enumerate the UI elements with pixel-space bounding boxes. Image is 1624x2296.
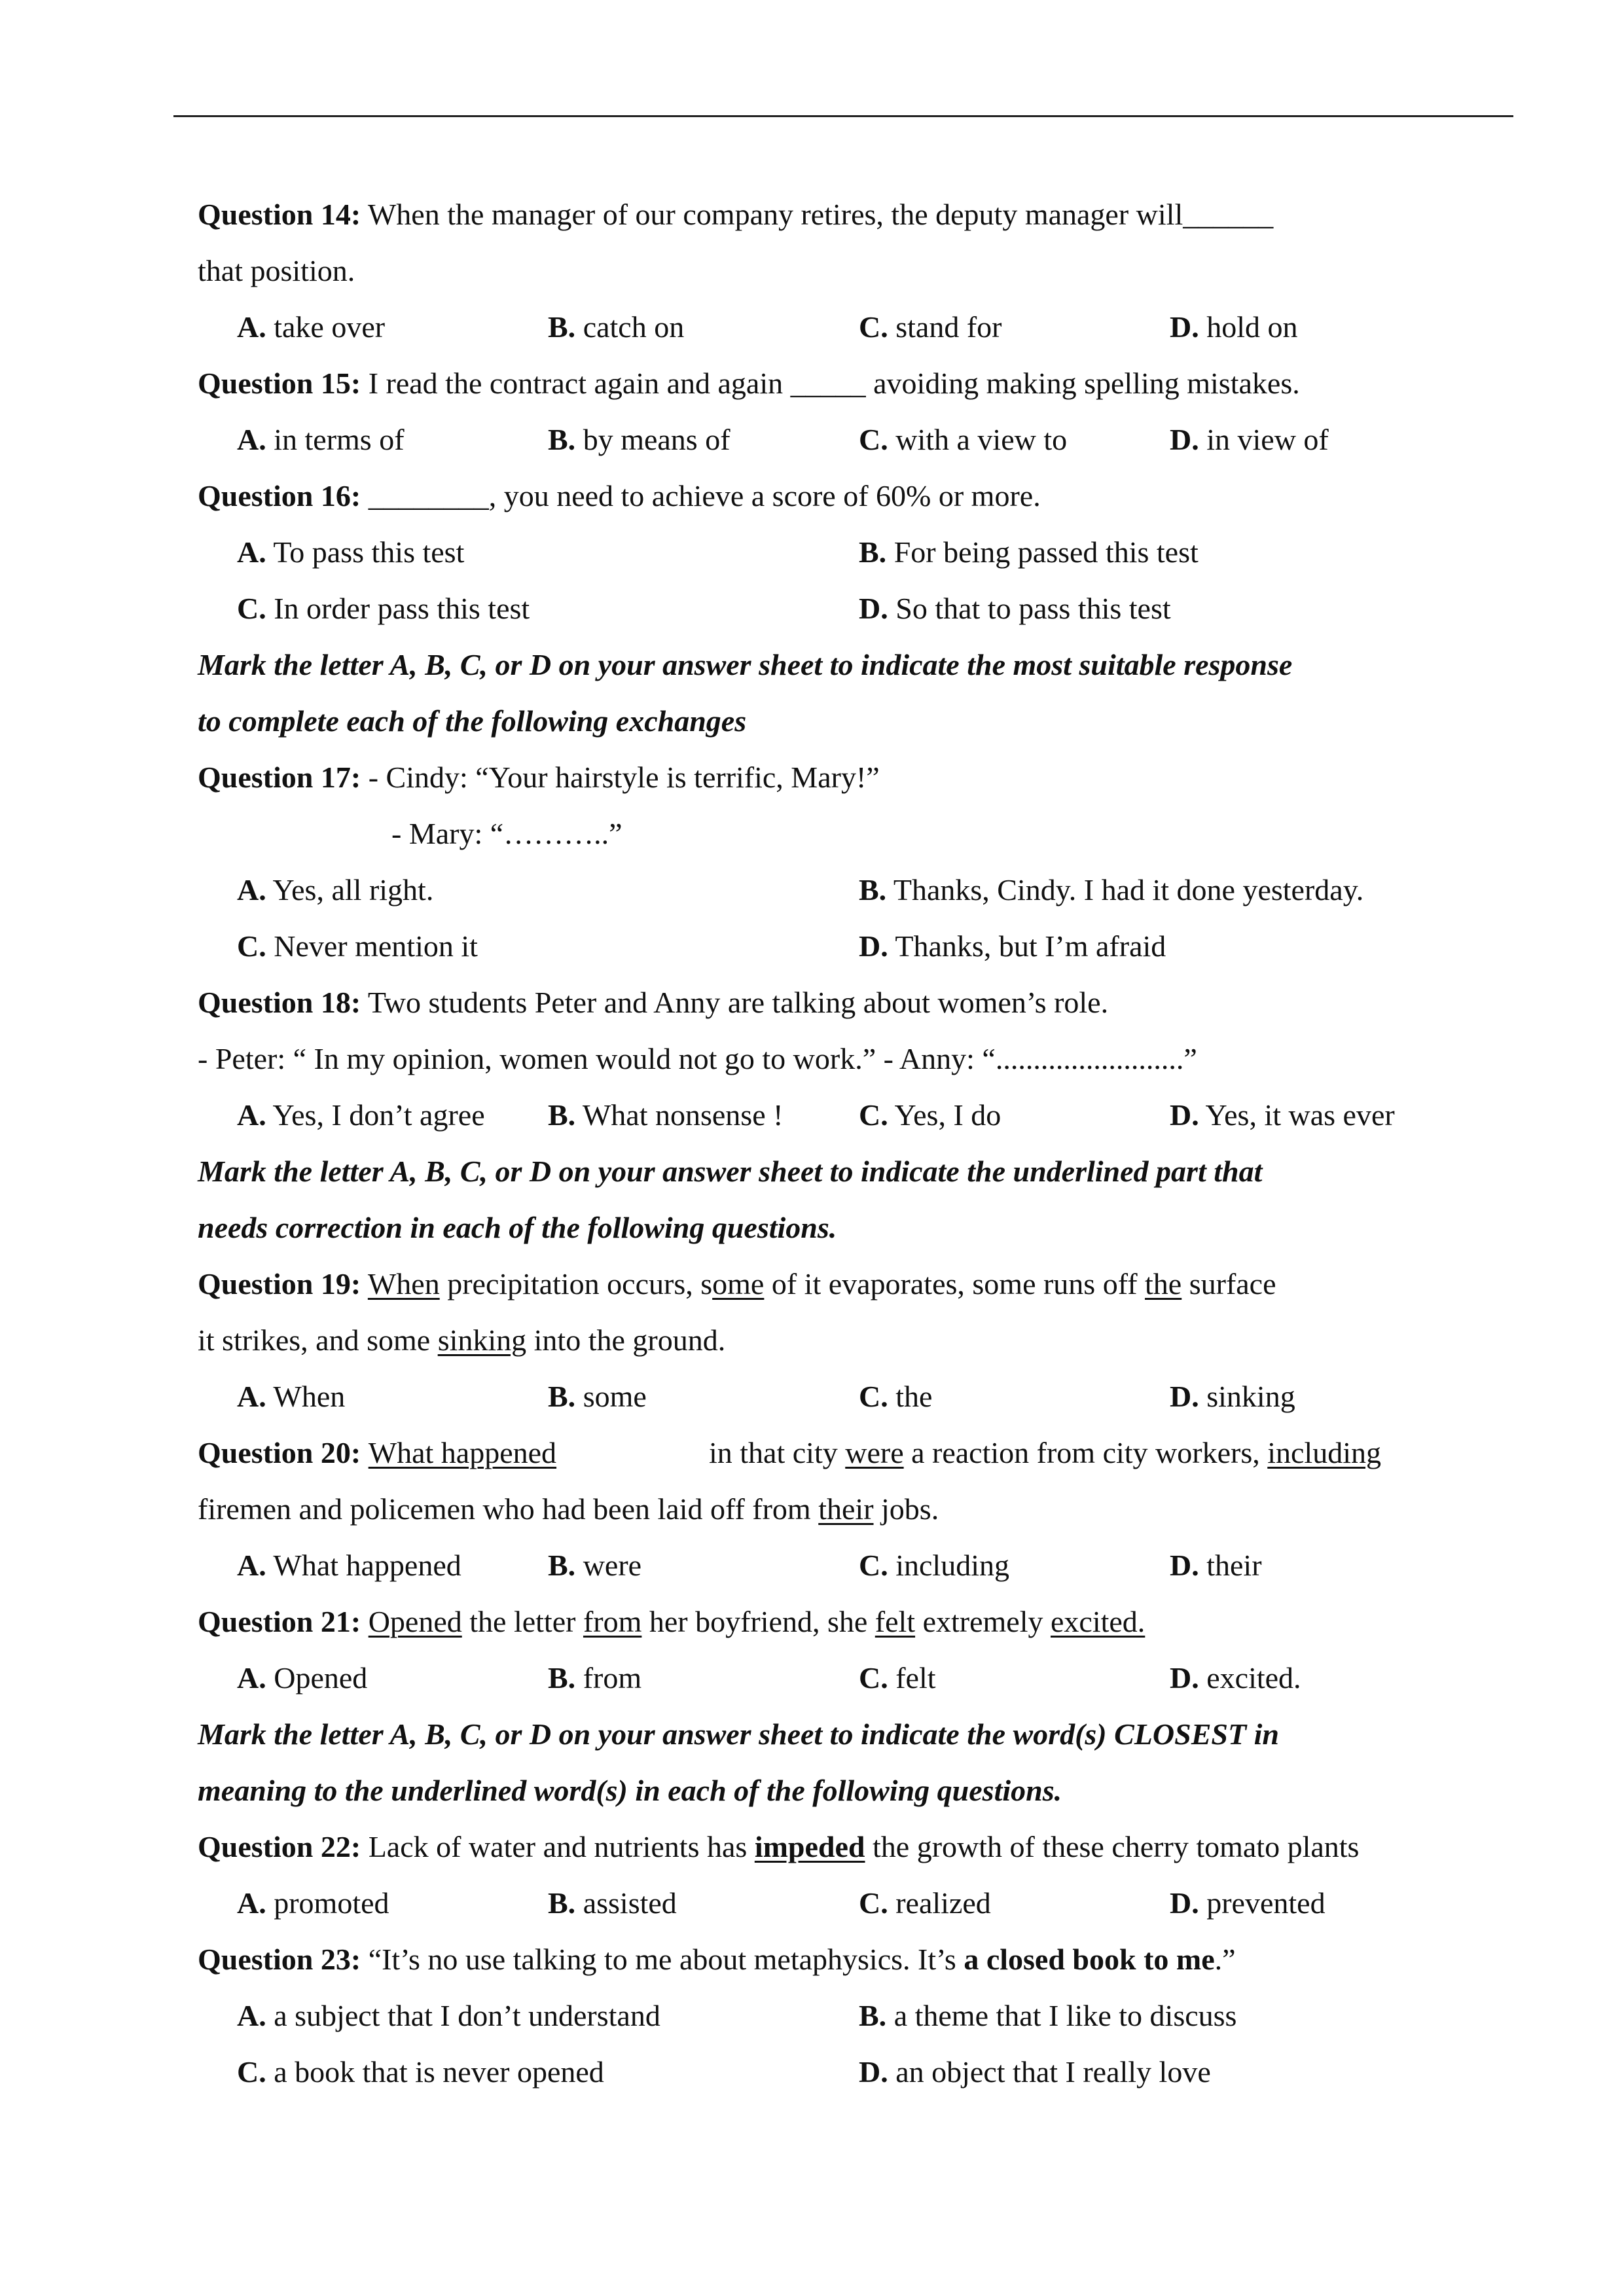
question-20-stem: Question 20: What happened in that city were a reaction from city workers, including <box>198 1436 1381 1469</box>
question-20-stem-cont: firemen and policemen who had been laid off from their jobs. <box>198 1492 939 1526</box>
question-19-underlined-b: ome <box>712 1267 765 1300</box>
question-14-text: When the manager of our company retires, the deputy manager will______ <box>361 198 1274 231</box>
question-17-stem <box>198 759 880 796</box>
instruction-correction-line-1: Mark the letter A, B, C, or D on your answer sheet to indicate the underlined part that <box>198 1155 1263 1188</box>
question-21-option-a[interactable]: A. Opened <box>237 1661 368 1695</box>
question-19-stem-cont: it strikes, and some sinking into the ground. <box>198 1323 726 1357</box>
question-21-underlined-d: excited. <box>1050 1605 1146 1638</box>
question-16-option-d[interactable]: D. So that to pass this test <box>859 592 1171 625</box>
instruction-correction-line-2: needs correction in each of the following questions. <box>198 1211 837 1244</box>
question-20-option-a[interactable]: A. What happened <box>237 1549 461 1582</box>
question-20-underlined-c: including <box>1267 1436 1381 1469</box>
question-16-text: ________, you need to achieve a score of 60% or more. <box>361 479 1041 512</box>
question-19-stem: Question 19: When precipitation occurs, some of it evaporates, some runs off the surface <box>198 1267 1276 1300</box>
question-22-option-b[interactable]: B. assisted <box>548 1886 677 1920</box>
question-23-option-d[interactable]: D. an object that I really love <box>859 2055 1211 2089</box>
question-19-option-a[interactable]: A. When <box>237 1380 346 1413</box>
question-19-underlined-c: the <box>1145 1267 1182 1300</box>
question-23-label: Question 23: <box>198 1943 361 1976</box>
question-14-option-d[interactable]: D. hold on <box>1170 310 1298 344</box>
question-23-option-c[interactable]: C. a book that is never opened <box>237 2055 604 2089</box>
question-18-option-b[interactable]: B. What nonsense ! <box>548 1098 784 1132</box>
question-15-label: Question 15: <box>198 367 361 400</box>
question-21-underlined-c: felt <box>875 1605 916 1638</box>
question-16-label: Question 16: <box>198 479 361 512</box>
question-14-option-c[interactable]: C. stand for <box>859 310 1002 344</box>
question-16-option-a[interactable]: A. To pass this test <box>237 535 465 569</box>
question-14-stem-cont: that position. <box>198 254 355 287</box>
question-18-option-c[interactable]: C. Yes, I do <box>859 1098 1001 1132</box>
question-14-label: Question 14: <box>198 198 361 231</box>
question-15-option-c[interactable]: C. with a view to <box>859 423 1068 456</box>
question-15-option-a[interactable]: A. in terms of <box>237 423 405 456</box>
header-rule <box>173 115 1513 117</box>
instruction-closest-line-1: Mark the letter A, B, C, or D on your answer sheet to indicate the word(s) CLOSEST in <box>198 1717 1279 1751</box>
question-22-option-d[interactable]: D. prevented <box>1170 1886 1326 1920</box>
question-19-underlined-d: sinking <box>437 1323 527 1357</box>
question-23-bold-phrase: a closed book to me <box>964 1943 1215 1976</box>
question-20-option-d[interactable]: D. their <box>1170 1549 1262 1582</box>
question-18-text: Two students Peter and Anny are talking about women’s role. <box>361 986 1109 1019</box>
question-16-option-b[interactable]: B. For being passed this test <box>859 535 1199 569</box>
question-15-stem <box>198 365 1300 402</box>
question-18-option-d[interactable]: D. Yes, it was ever <box>1170 1098 1395 1132</box>
question-21-option-b[interactable]: B. from <box>548 1661 642 1695</box>
question-21-option-c[interactable]: C. felt <box>859 1661 936 1695</box>
question-19-option-b[interactable]: B. some <box>548 1380 647 1413</box>
question-22-option-a[interactable]: A. promoted <box>237 1886 389 1920</box>
question-18-dialogue: - Peter: “ In my opinion, women would not go to work.” - Anny: “.........................” <box>198 1042 1197 1075</box>
question-17-option-a[interactable]: A. Yes, all right. <box>237 873 434 906</box>
question-20-underlined-d: their <box>818 1492 874 1526</box>
question-22-label: Question 22: <box>198 1830 361 1863</box>
question-17-label: Question 17: <box>198 761 361 794</box>
question-18-option-a[interactable]: A. Yes, I don’t agree <box>237 1098 485 1132</box>
question-21-option-d[interactable]: D. excited. <box>1170 1661 1301 1695</box>
question-22-stem: Question 22: Lack of water and nutrients has impeded the growth of these cherry tomato plants <box>198 1830 1360 1863</box>
question-17-text: - Cindy: “Your hairstyle is terrific, Mary!” <box>361 761 880 794</box>
question-15-text: I read the contract again and again _____ avoiding making spelling mistakes. <box>361 367 1300 400</box>
question-14-option-a[interactable]: A. take over <box>237 310 386 344</box>
question-14-stem <box>198 196 1273 233</box>
question-21-stem: Question 21: Opened the letter from her boyfriend, she felt extremely excited. <box>198 1605 1146 1638</box>
instruction-closest-line-2: meaning to the underlined word(s) in each of the following questions. <box>198 1774 1062 1807</box>
question-23-stem: Question 23: “It’s no use talking to me about metaphysics. It’s a closed book to me.” <box>198 1943 1236 1976</box>
question-15-option-b[interactable]: B. by means of <box>548 423 731 456</box>
question-19-option-c[interactable]: C. the <box>859 1380 933 1413</box>
question-17-option-c[interactable]: C. Never mention it <box>237 929 478 963</box>
question-21-underlined-b: from <box>583 1605 642 1638</box>
question-15-option-d[interactable]: D. in view of <box>1170 423 1329 456</box>
question-22-option-c[interactable]: C. realized <box>859 1886 991 1920</box>
question-19-underlined-a: When <box>367 1267 440 1300</box>
instruction-exchanges-line-2: to complete each of the following exchanges <box>198 704 747 738</box>
question-17-option-b[interactable]: B. Thanks, Cindy. I had it done yesterday. <box>859 873 1364 906</box>
question-19-label: Question 19: <box>198 1267 361 1300</box>
question-20-underlined-a: What happened <box>368 1436 557 1469</box>
question-16-option-c[interactable]: C. In order pass this test <box>237 592 530 625</box>
question-20-underlined-b: were <box>845 1436 904 1469</box>
question-20-option-b[interactable]: B. were <box>548 1549 642 1582</box>
question-21-underlined-a: Opened <box>368 1605 462 1638</box>
question-18-label: Question 18: <box>198 986 361 1019</box>
question-17-reply: - Mary: “………..” <box>391 817 623 850</box>
question-16-stem <box>198 478 1041 514</box>
question-20-label: Question 20: <box>198 1436 361 1469</box>
question-17-option-d[interactable]: D. Thanks, but I’m afraid <box>859 929 1166 963</box>
instruction-exchanges-line-1: Mark the letter A, B, C, or D on your answer sheet to indicate the most suitable response <box>198 648 1293 681</box>
question-20-option-c[interactable]: C. including <box>859 1549 1009 1582</box>
question-14-option-b[interactable]: B. catch on <box>548 310 685 344</box>
question-23-option-b[interactable]: B. a theme that I like to discuss <box>859 1999 1237 2032</box>
question-19-option-d[interactable]: D. sinking <box>1170 1380 1295 1413</box>
question-22-underlined-word: impeded <box>754 1830 865 1863</box>
question-21-label: Question 21: <box>198 1605 361 1638</box>
question-23-option-a[interactable]: A. a subject that I don’t understand <box>237 1999 660 2032</box>
question-18-stem <box>198 984 1108 1021</box>
